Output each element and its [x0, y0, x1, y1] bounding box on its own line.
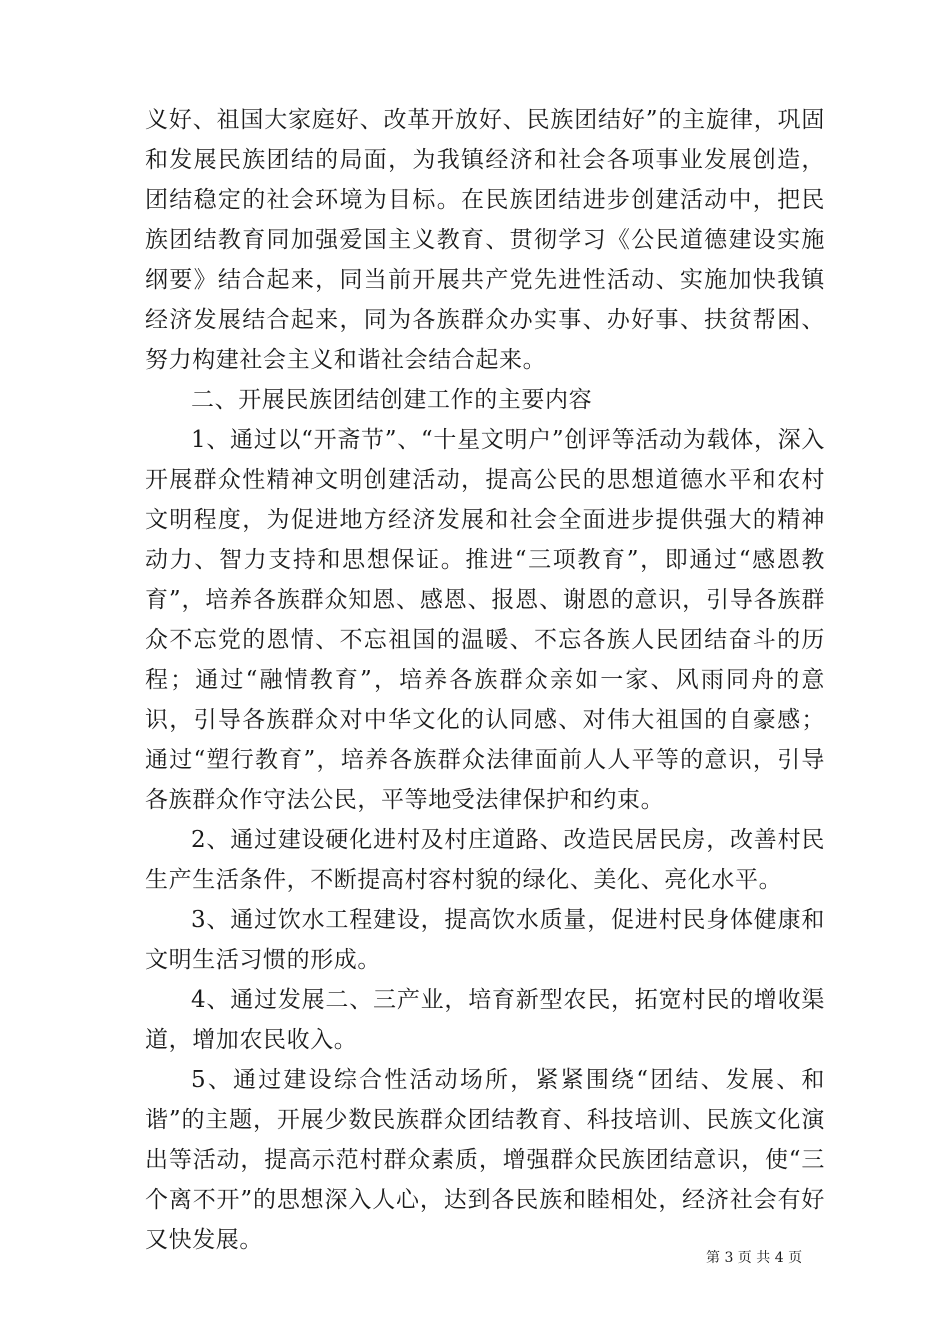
paragraph-continuation: 义好、祖国大家庭好、改革开放好、民族团结好”的主旋律，巩固和发展民族团结的局面，为我镇经济和社会各项事业发展创造，团结稳定的社会环境为目标。在民族团结进步创建活动中，把民族团结教育同加强爱国主义教育、贯彻学习《公民道德建设实施纲要》结合起来，同当前开展共产党先进性活动、实施加快我镇经济发展结合起来，同为各族群众办实事、办好事、扶贫帮困、努力构建社会主义和谐社会结合起来。 [145, 107, 825, 373]
paragraph-item-4: 4、通过发展二、三产业，培育新型农民，拓宽村民的增收渠道，增加农民收入。 [145, 987, 825, 1053]
section-heading: 二、开展民族团结创建工作的主要内容 [191, 387, 593, 413]
paragraph-item-1: 1、通过以“开斋节”、“十星文明户”创评等活动为载体，深入开展群众性精神文明创建活动，提高公民的思想道德水平和农村文明程度，为促进地方经济发展和社会全面进步提供强大的精神动力、智力支持和思想保证。推进“三项教育”，即通过“感恩教育”，培养各族群众知恩、感恩、报恩、谢恩的意识，引导各族群众不忘党的恩情、不忘祖国的温暖、不忘各族人民团结奋斗的历程；通过“融情教育”，培养各族群众亲如一家、风雨同舟的意识，引导各族群众对中华文化的认同感、对伟大祖国的自豪感；通过“塑行教育”，培养各族群众法律面前人人平等的意识，引导各族群众作守法公民，平等地受法律保护和约束。 [145, 427, 825, 813]
paragraph-item-5: 5、通过建设综合性活动场所，紧紧围绕“团结、发展、和谐”的主题，开展少数民族群众团结教育、科技培训、民族文化演出等活动，提高示范村群众素质，增强群众民族团结意识，使“三个离不开”的思想深入人心，达到各民族和睦相处，经济社会有好又快发展。 [145, 1067, 825, 1253]
document-body [145, 100, 825, 1260]
paragraph-item-3: 3、通过饮水工程建设，提高饮水质量，促进村民身体健康和文明生活习惯的形成。 [145, 907, 825, 973]
paragraph-item-2: 2、通过建设硬化进村及村庄道路、改造民居民房，改善村民生产生活条件，不断提高村容村貌的绿化、美化、亮化水平。 [145, 827, 825, 893]
page-number-footer: 第 3 页 共 4 页 [706, 1250, 803, 1266]
